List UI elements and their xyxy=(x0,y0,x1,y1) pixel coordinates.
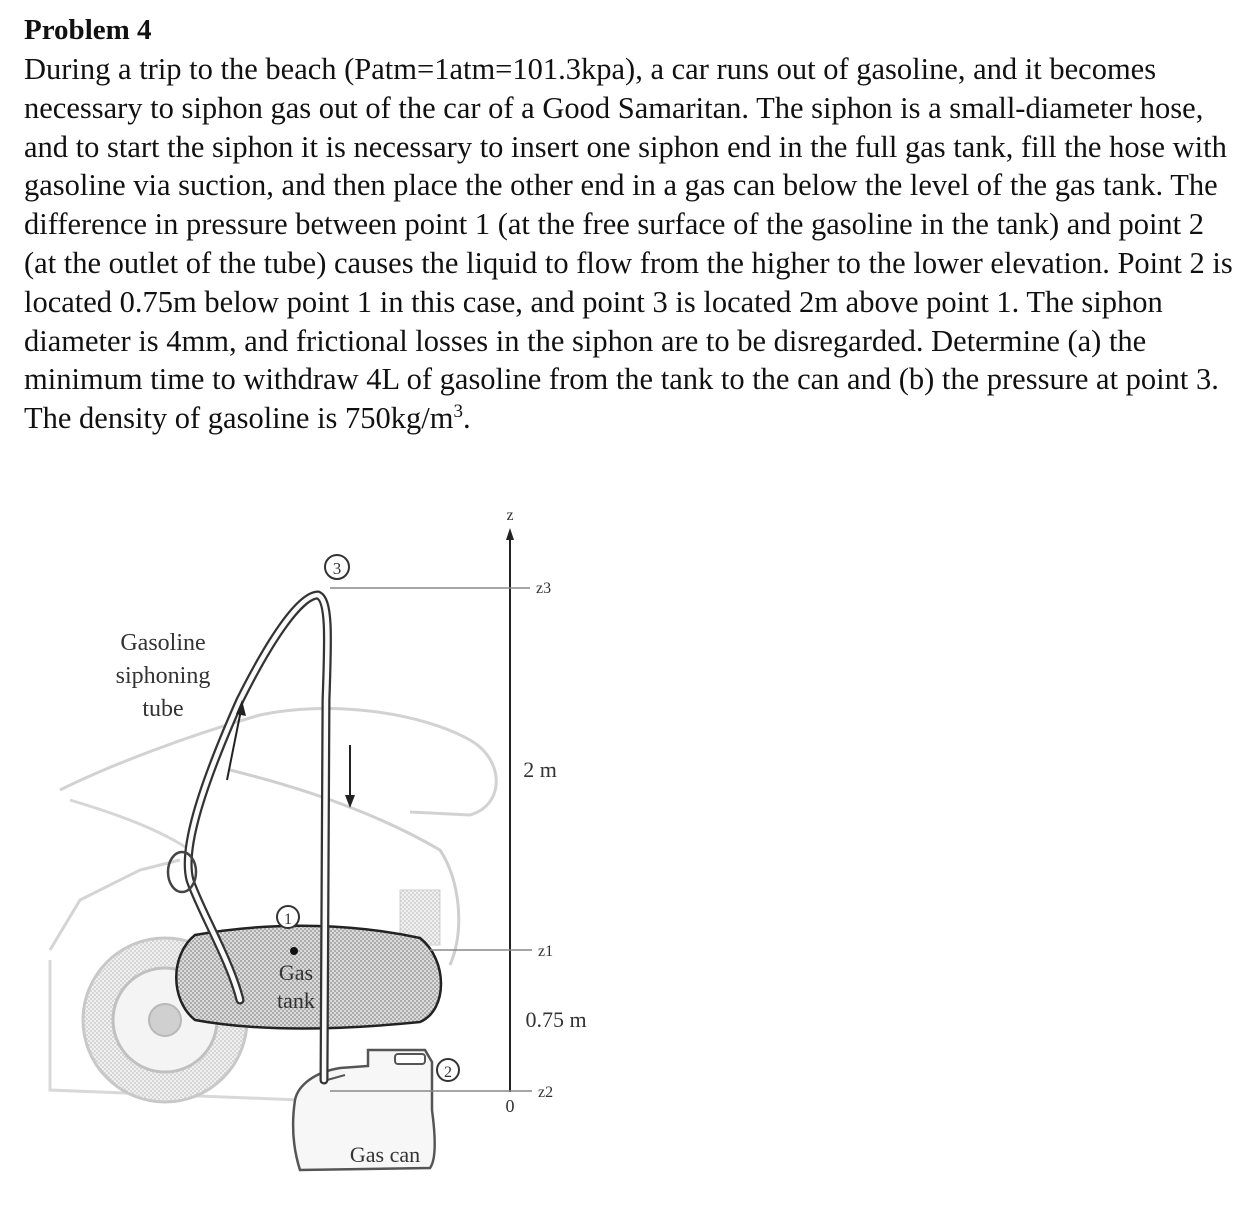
dimension-075m: 0.75 m xyxy=(525,1007,587,1032)
flow-arrow-down xyxy=(345,745,355,808)
density-exponent: 3 xyxy=(453,401,463,423)
point-3-marker xyxy=(325,555,349,579)
dimension-2m: 2 m xyxy=(523,757,557,782)
z2-label: z2 xyxy=(538,1084,554,1101)
z-axis-label: z xyxy=(506,507,514,524)
z3-reference xyxy=(330,580,551,597)
gas-can-label: Gas can xyxy=(349,1142,421,1167)
origin-label: 0 xyxy=(505,1096,515,1116)
z3-label: z3 xyxy=(536,580,552,597)
gas-tank-label-line2: tank xyxy=(277,988,315,1013)
problem-statement-body: During a trip to the beach (Patm=1atm=101.3kpa), a car runs out of gasoline, and it becomes necessary to siphon gas out of the car of a Good Samaritan. The siphon is a small-diameter hose, and to start the siphon it is necessary to insert one siphon end in the full gas tank, fill the hose with gasoline via suction, and then place the other end in a gas can below the level of the gas tank. The difference in pressure between point 1 (at the free surface of the gasoline in the tank) and point 2 (at the outlet of the tube) causes the liquid to flow from the higher to the lower elevation. Point 2 is located 0.75m below point 1 in this case, and point 3 is located 2m above point 1. The siphon diameter is 4mm, and frictional losses in the siphon are to be disregarded. Determine (a) the minimum time to withdraw 4L of gasoline from the tank to the can and (b) the pressure at point 3. The density of gasoline is 750kg/m xyxy=(24,52,1233,436)
tube-label xyxy=(116,630,211,722)
tube-label-line1: Gasoline xyxy=(120,630,206,656)
point-2-label: 2 xyxy=(444,1064,452,1081)
z-axis xyxy=(506,507,515,1116)
gas-tank-label-line1: Gas xyxy=(278,960,314,985)
point-2-marker xyxy=(437,1059,459,1081)
problem-statement xyxy=(24,50,1239,438)
siphon-figure xyxy=(0,490,1259,1213)
problem-title: Problem 4 xyxy=(24,14,152,46)
tube-label-line2: siphoning xyxy=(115,663,211,689)
z1-reference xyxy=(430,943,553,960)
z1-label: z1 xyxy=(538,943,554,960)
point-3-label: 3 xyxy=(332,559,342,578)
statement-end: . xyxy=(463,401,471,436)
point-1-label: 1 xyxy=(284,911,292,928)
tube-label-line3: tube xyxy=(142,696,184,722)
